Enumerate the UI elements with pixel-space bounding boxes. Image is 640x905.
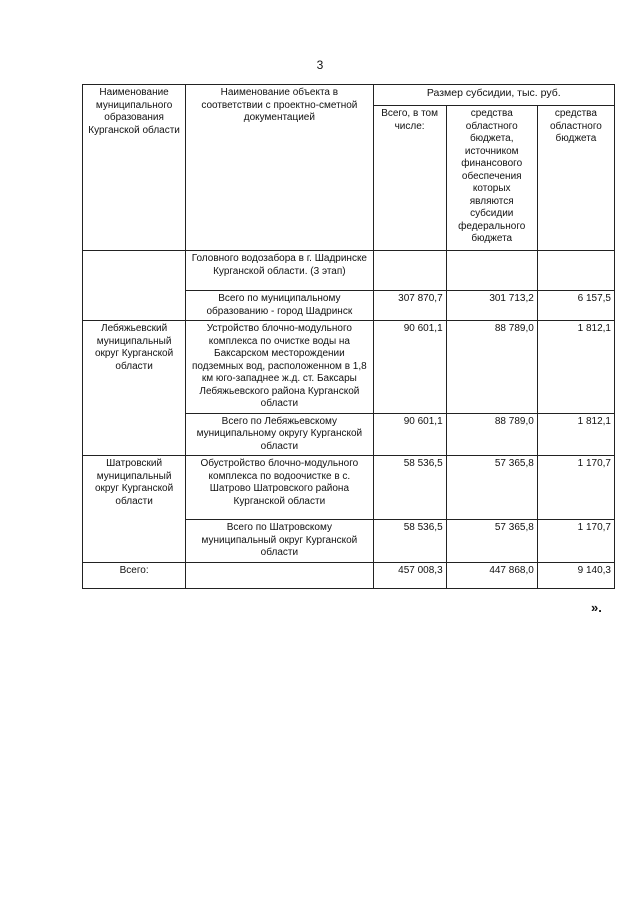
header-object: Наименование объекта в соответствии с проектно-сметной документацией xyxy=(186,85,373,251)
federal-cell xyxy=(446,251,537,291)
federal-cell: 88 789,0 xyxy=(446,321,537,414)
regional-cell: 1 812,1 xyxy=(537,321,614,414)
table-row xyxy=(83,251,615,291)
regional-cell: 1 170,7 xyxy=(537,520,614,563)
federal-cell: 301 713,2 xyxy=(446,291,537,321)
object-cell: Устройство блочно-модульного комплекса по очистке воды на Баксарском месторождении подземных вод, расположенном в 1,8 км юго-западнее ж.д. ст. Баксары Лебяжьевского района Курганской области xyxy=(186,321,373,414)
object-cell: Обустройство блочно-модульного комплекса по водоочистке в с. Шатрово Шатровского района Курганской области xyxy=(186,456,373,520)
regional-cell: 1 170,7 xyxy=(537,456,614,520)
federal-cell: 57 365,8 xyxy=(446,456,537,520)
regional-cell: 1 812,1 xyxy=(537,413,614,456)
page-number: 3 xyxy=(316,58,324,72)
table-row xyxy=(83,456,615,520)
header-municipality: Наименование муниципального образования Курганской области xyxy=(83,85,186,251)
federal-cell: 88 789,0 xyxy=(446,413,537,456)
municipality-cell: Лебяжьевский муниципальный округ Курганской области xyxy=(83,321,186,456)
table-row-grand-total xyxy=(83,562,615,588)
municipality-cell: Шатровский муниципальный округ Курганской области xyxy=(83,456,186,563)
municipality-cell xyxy=(83,251,186,321)
regional-cell xyxy=(537,251,614,291)
grand-total-label: Всего: xyxy=(83,562,186,588)
grand-total-regional-cell: 9 140,3 xyxy=(537,562,614,588)
total-cell xyxy=(373,251,446,291)
table-header-row xyxy=(83,85,615,106)
object-cell: Всего по Шатровскому муниципальный округ Курганской области xyxy=(186,520,373,563)
object-cell: Всего по Лебяжьевскому муниципальному округу Курганской области xyxy=(186,413,373,456)
total-cell: 307 870,7 xyxy=(373,291,446,321)
total-cell: 90 601,1 xyxy=(373,413,446,456)
table-row xyxy=(83,321,615,414)
object-cell xyxy=(186,562,373,588)
header-subsidy-size: Размер субсидии, тыс. руб. xyxy=(373,85,614,106)
grand-total-federal-cell: 447 868,0 xyxy=(446,562,537,588)
total-cell: 58 536,5 xyxy=(373,456,446,520)
header-regional: средства областного бюджета xyxy=(537,106,614,251)
grand-total-cell: 457 008,3 xyxy=(373,562,446,588)
subsidy-table xyxy=(82,84,615,589)
federal-cell: 57 365,8 xyxy=(446,520,537,563)
header-total: Всего, в том числе: xyxy=(373,106,446,251)
closing-quote: ». xyxy=(591,600,602,615)
object-cell: Всего по муниципальному образованию - город Шадринск xyxy=(186,291,373,321)
total-cell: 58 536,5 xyxy=(373,520,446,563)
regional-cell: 6 157,5 xyxy=(537,291,614,321)
total-cell: 90 601,1 xyxy=(373,321,446,414)
object-cell: Головного водозабора в г. Шадринске Курганской области. (3 этап) xyxy=(186,251,373,291)
header-federal-source: средства областного бюджета, источником финансового обеспечения которых являются субсидии федерального бюджета xyxy=(446,106,537,251)
